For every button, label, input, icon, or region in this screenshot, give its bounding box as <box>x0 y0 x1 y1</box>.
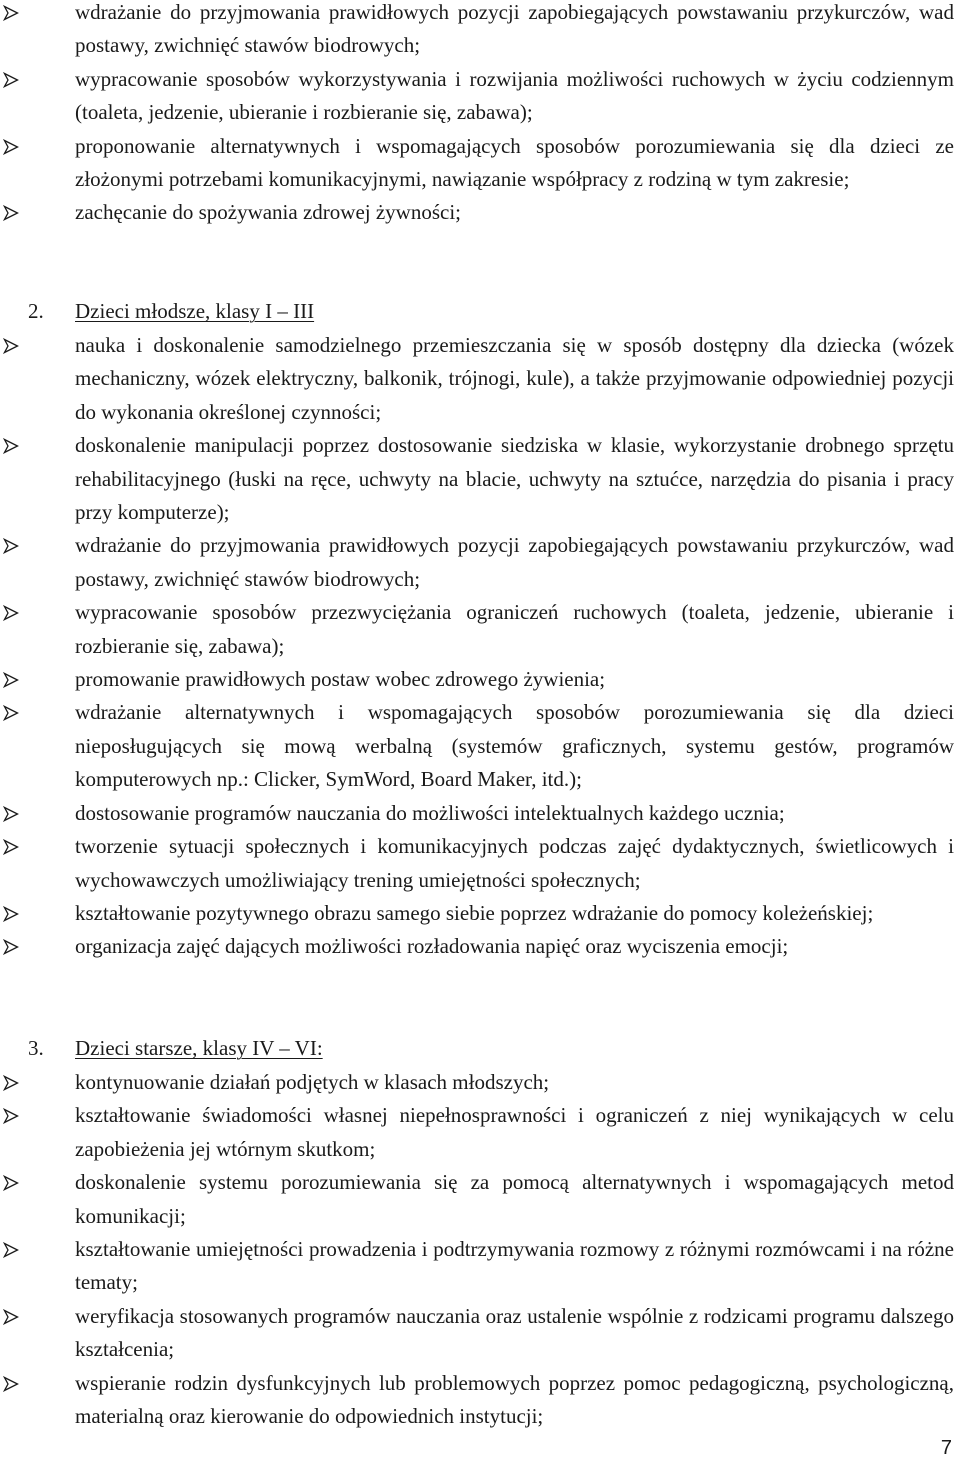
list-item <box>0 830 960 897</box>
arrowhead-bullet-icon <box>3 797 23 830</box>
arrowhead-bullet-icon <box>3 63 23 96</box>
arrowhead-bullet-icon <box>3 1300 23 1333</box>
section-2-bullet-list <box>0 329 960 964</box>
list-item-text: zachęcanie do spożywania zdrowej żywności; <box>75 200 461 225</box>
list-item-text: proponowanie alternatywnych i wspomagających sposobów porozumiewania się dla dzieci ze złożonymi potrzebami komunikacyjnymi, nawiązanie współpracy z rodziną w tym zakresie; <box>75 133 954 192</box>
list-item <box>0 930 960 963</box>
list-item-text: kształtowanie pozytywnego obrazu samego siebie poprzez wdrażanie do pomocy koleżeńskiej; <box>75 900 874 925</box>
list-item <box>0 196 960 229</box>
list-item <box>0 696 960 796</box>
list-item-text: kształtowanie umiejętności prowadzenia i podtrzymywania rozmowy z różnymi rozmówcami i na różne tematy; <box>75 1237 954 1295</box>
arrowhead-bullet-icon <box>3 897 23 930</box>
section-2-title: Dzieci młodsze, klasy I – III <box>75 299 315 323</box>
section-2-heading <box>28 295 314 328</box>
list-item-text: promowanie prawidłowych postaw wobec zdrowego żywienia; <box>75 667 606 692</box>
list-item-text: wdrażanie do przyjmowania prawidłowych pozycji zapobiegających powstawaniu przykurczów, wad postawy, zwichnięć stawów biodrowych; <box>75 533 954 591</box>
arrowhead-bullet-icon <box>3 596 23 629</box>
list-item <box>0 0 960 63</box>
arrowhead-bullet-icon <box>3 130 23 163</box>
list-item-text: doskonalenie systemu porozumiewania się za pomocą alternatywnych i wspomagających metod komunikacji; <box>75 1170 954 1228</box>
list-item-text: tworzenie sytuacji społecznych i komunikacyjnych podczas zajęć dydaktycznych, świetlicowych i wychowawczych umożliwiający trening umiejętności społecznych; <box>75 834 954 892</box>
list-item-text: kontynuowanie działań podjętych w klasach młodszych; <box>75 1070 550 1094</box>
arrowhead-bullet-icon <box>3 429 23 462</box>
arrowhead-bullet-icon <box>3 529 23 562</box>
arrowhead-bullet-icon <box>3 0 23 29</box>
arrowhead-bullet-icon <box>3 1066 23 1099</box>
list-item <box>0 797 960 830</box>
arrowhead-bullet-icon <box>3 329 23 362</box>
list-item <box>0 329 960 429</box>
list-item <box>0 1233 960 1300</box>
list-item <box>0 663 960 696</box>
section-3-title: Dzieci starsze, klasy IV – VI: <box>75 1036 323 1060</box>
list-item-text: wspieranie rodzin dysfunkcyjnych lub problemowych poprzez pomoc pedagogiczną, psychologiczną, materialną oraz kierowanie do odpowiednich instytucji; <box>75 1370 954 1429</box>
arrowhead-bullet-icon <box>3 1166 23 1199</box>
list-item <box>0 1300 960 1367</box>
list-item <box>0 130 960 197</box>
arrowhead-bullet-icon <box>3 1367 23 1400</box>
list-item <box>0 529 960 596</box>
list-item <box>0 1066 960 1099</box>
section-3-heading <box>28 1032 323 1065</box>
list-item <box>0 1367 960 1434</box>
arrowhead-bullet-icon <box>3 930 23 963</box>
list-item-text: dostosowanie programów nauczania do możliwości intelektualnych każdego ucznia; <box>75 800 785 825</box>
list-item-text: wypracowanie sposobów przezwyciężania ograniczeń ruchowych (toaleta, jedzenie, ubieranie i rozbieranie się, zabawa); <box>75 600 954 658</box>
list-item <box>0 429 960 529</box>
list-item-text: organizacja zajęć dających możliwości rozładowania napięć oraz wyciszenia emocji; <box>75 934 789 959</box>
arrowhead-bullet-icon <box>3 663 23 696</box>
arrowhead-bullet-icon <box>3 1233 23 1266</box>
arrowhead-bullet-icon <box>3 1099 23 1132</box>
page-number: 7 <box>940 1437 952 1459</box>
intro-bullet-list <box>0 0 960 230</box>
list-item <box>0 1099 960 1166</box>
list-item-text: wdrażanie alternatywnych i wspomagających sposobów porozumiewania się dla dzieci nieposługujących się mową werbalną (systemów graficznych, systemu gestów, programów komputerowych np.: Clicker, SymWord, Board Maker, itd.); <box>75 700 954 792</box>
section-3-number: 3. <box>28 1036 44 1060</box>
section-2-number: 2. <box>28 299 44 323</box>
list-item <box>0 897 960 930</box>
arrowhead-bullet-icon <box>3 196 23 229</box>
list-item-text: wypracowanie sposobów wykorzystywania i rozwijania możliwości ruchowych w życiu codziennym (toaleta, jedzenie, ubieranie i rozbieranie się, zabawa); <box>75 66 954 125</box>
list-item-text: kształtowanie świadomości własnej niepełnosprawności i ograniczeń z niej wynikających w celu zapobieżenia jej wtórnym skutkom; <box>75 1103 954 1161</box>
section-3-bullet-list <box>0 1066 960 1433</box>
list-item-text: weryfikacja stosowanych programów nauczania oraz ustalenie wspólnie z rodzicami programu dalszego kształcenia; <box>75 1303 954 1362</box>
list-item <box>0 1166 960 1233</box>
list-item-text: nauka i doskonalenie samodzielnego przemieszczania się w sposób dostępny dla dziecka (wózek mechaniczny, wózek elektryczny, balkonik, trójnogi, kule), a także przyjmowanie odpowiedniej pozycji do wykonania określonej czynności; <box>75 333 954 424</box>
arrowhead-bullet-icon <box>3 696 23 729</box>
arrowhead-bullet-icon <box>3 830 23 863</box>
list-item-text: wdrażanie do przyjmowania prawidłowych pozycji zapobiegających powstawaniu przykurczów, wad postawy, zwichnięć stawów biodrowych; <box>75 0 954 58</box>
list-item <box>0 63 960 130</box>
list-item <box>0 596 960 663</box>
list-item-text: doskonalenie manipulacji poprzez dostosowanie siedziska w klasie, wykorzystanie drobnego sprzętu rehabilitacyjnego (łuski na ręce, uchwyty na blacie, uchwyty na sztućce, narzędzia do pisania i pracy przy komputerze); <box>75 433 954 525</box>
